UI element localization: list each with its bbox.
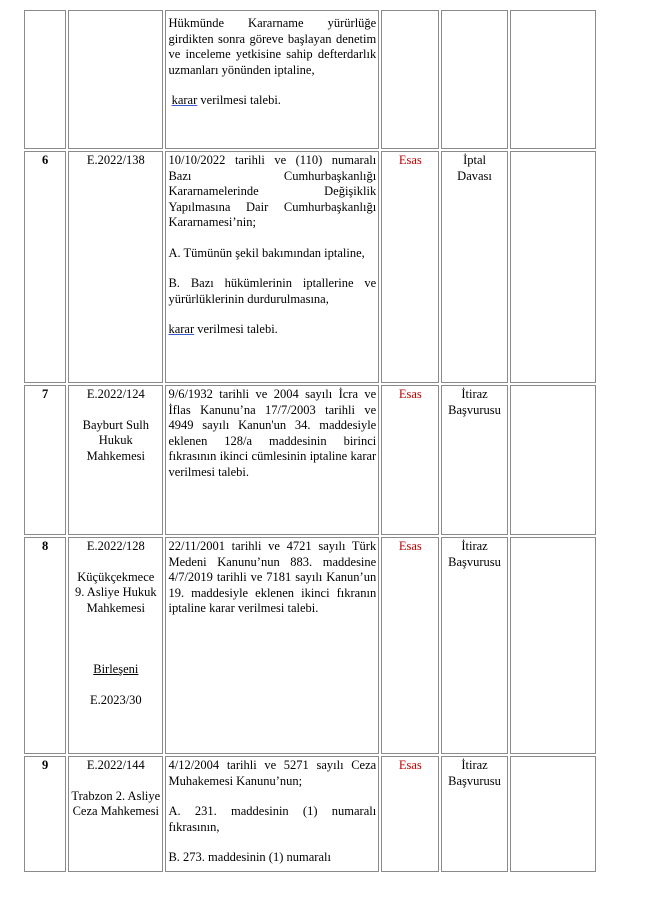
file-number: E.2022/128 <box>86 539 145 553</box>
table-row <box>24 385 596 535</box>
case-type-cell <box>441 10 507 149</box>
status-cell: Esas <box>381 151 439 383</box>
row-number <box>24 10 66 149</box>
status-cell <box>381 10 439 149</box>
note-cell <box>510 385 596 535</box>
note-cell <box>510 151 596 383</box>
note-cell <box>510 10 596 149</box>
file-number: E.2022/124 <box>86 387 145 401</box>
row-number: 7 <box>24 385 66 535</box>
row-number: 9 <box>24 756 66 872</box>
docket-table <box>22 8 598 874</box>
file-cell <box>68 537 163 754</box>
note-cell <box>510 537 596 754</box>
note-cell <box>510 756 596 872</box>
table-row <box>24 10 596 149</box>
subject-cell: 9/6/1932 tarihli ve 2004 sayılı İcra ve İflas Kanunu’na 17/7/2003 tarihli ve 4949 sayılı Kanun'un 34. maddesiyle eklenen 128/a maddesinin birinci fıkrasının ikinci cümlesinin iptaline karar verilmesi talebi. <box>165 385 379 535</box>
file-cell <box>68 385 163 535</box>
status-cell: Esas <box>381 756 439 872</box>
file-number: E.2022/144 <box>86 758 145 772</box>
case-type-cell: İtiraz Başvurusu <box>441 537 507 754</box>
case-type-cell: İtiraz Başvurusu <box>441 756 507 872</box>
court-name: Küçükçekmece 9. Asliye Hukuk Mahkemesi <box>75 569 157 615</box>
table-row <box>24 756 596 872</box>
file-cell <box>68 756 163 872</box>
merged-file-number: E.2023/30 <box>89 692 142 707</box>
court-name: Bayburt Sulh Hukuk Mahkemesi <box>82 417 149 463</box>
karar-word: karar <box>168 322 195 336</box>
subject-cell: 10/10/2022 tarihli ve (110) numaralı Bazı Cumhurbaşkanlığı Kararnamelerinde Değişiklik Yapılmasına Dair Cumhurbaşkanlığı Kararnamesi’nin; A. Tümünün şekil bakımından iptaline, B. Bazı hükümlerinin iptallerine ve yürürlüklerinin durdurulmasına, karar verilmesi talebi. <box>165 151 379 383</box>
merged-label: Birleşeni <box>93 662 139 676</box>
court-name: Trabzon 2. Asliye Ceza Mahkemesi <box>71 788 161 818</box>
file-number <box>68 10 163 149</box>
status-cell: Esas <box>381 385 439 535</box>
status-cell: Esas <box>381 537 439 754</box>
subject-cell: Hükmünde Kararname yürürlüğe girdikten sonra göreve başlayan denetim ve inceleme yetkisine sahip defterdarlık uzmanları yönünden iptaline, karar verilmesi talebi. <box>165 10 379 149</box>
table-row <box>24 151 596 383</box>
closing-line: karar verilmesi talebi. <box>171 93 281 107</box>
row-number: 8 <box>24 537 66 754</box>
case-type-cell: İptal Davası <box>441 151 507 383</box>
file-number: E.2022/138 <box>68 151 163 383</box>
closing-line: karar verilmesi talebi. <box>168 322 278 336</box>
table-row <box>24 537 596 754</box>
subject-cell: 22/11/2001 tarihli ve 4721 sayılı Türk Medeni Kanunu’nun 883. maddesine 4/7/2019 tarihli ve 7181 sayılı Kanun’un 19. maddesiyle eklenen ikinci fıkranın iptaline karar verilmesi talebi. <box>165 537 379 754</box>
case-type-cell: İtiraz Başvurusu <box>441 385 507 535</box>
karar-word: karar <box>171 93 198 107</box>
subject-cell: 4/12/2004 tarihli ve 5271 sayılı Ceza Muhakemesi Kanunu’nun; A. 231. maddesinin (1) numaralı fıkrasının, B. 273. maddesinin (1) numaralı <box>165 756 379 872</box>
row-number: 6 <box>24 151 66 383</box>
